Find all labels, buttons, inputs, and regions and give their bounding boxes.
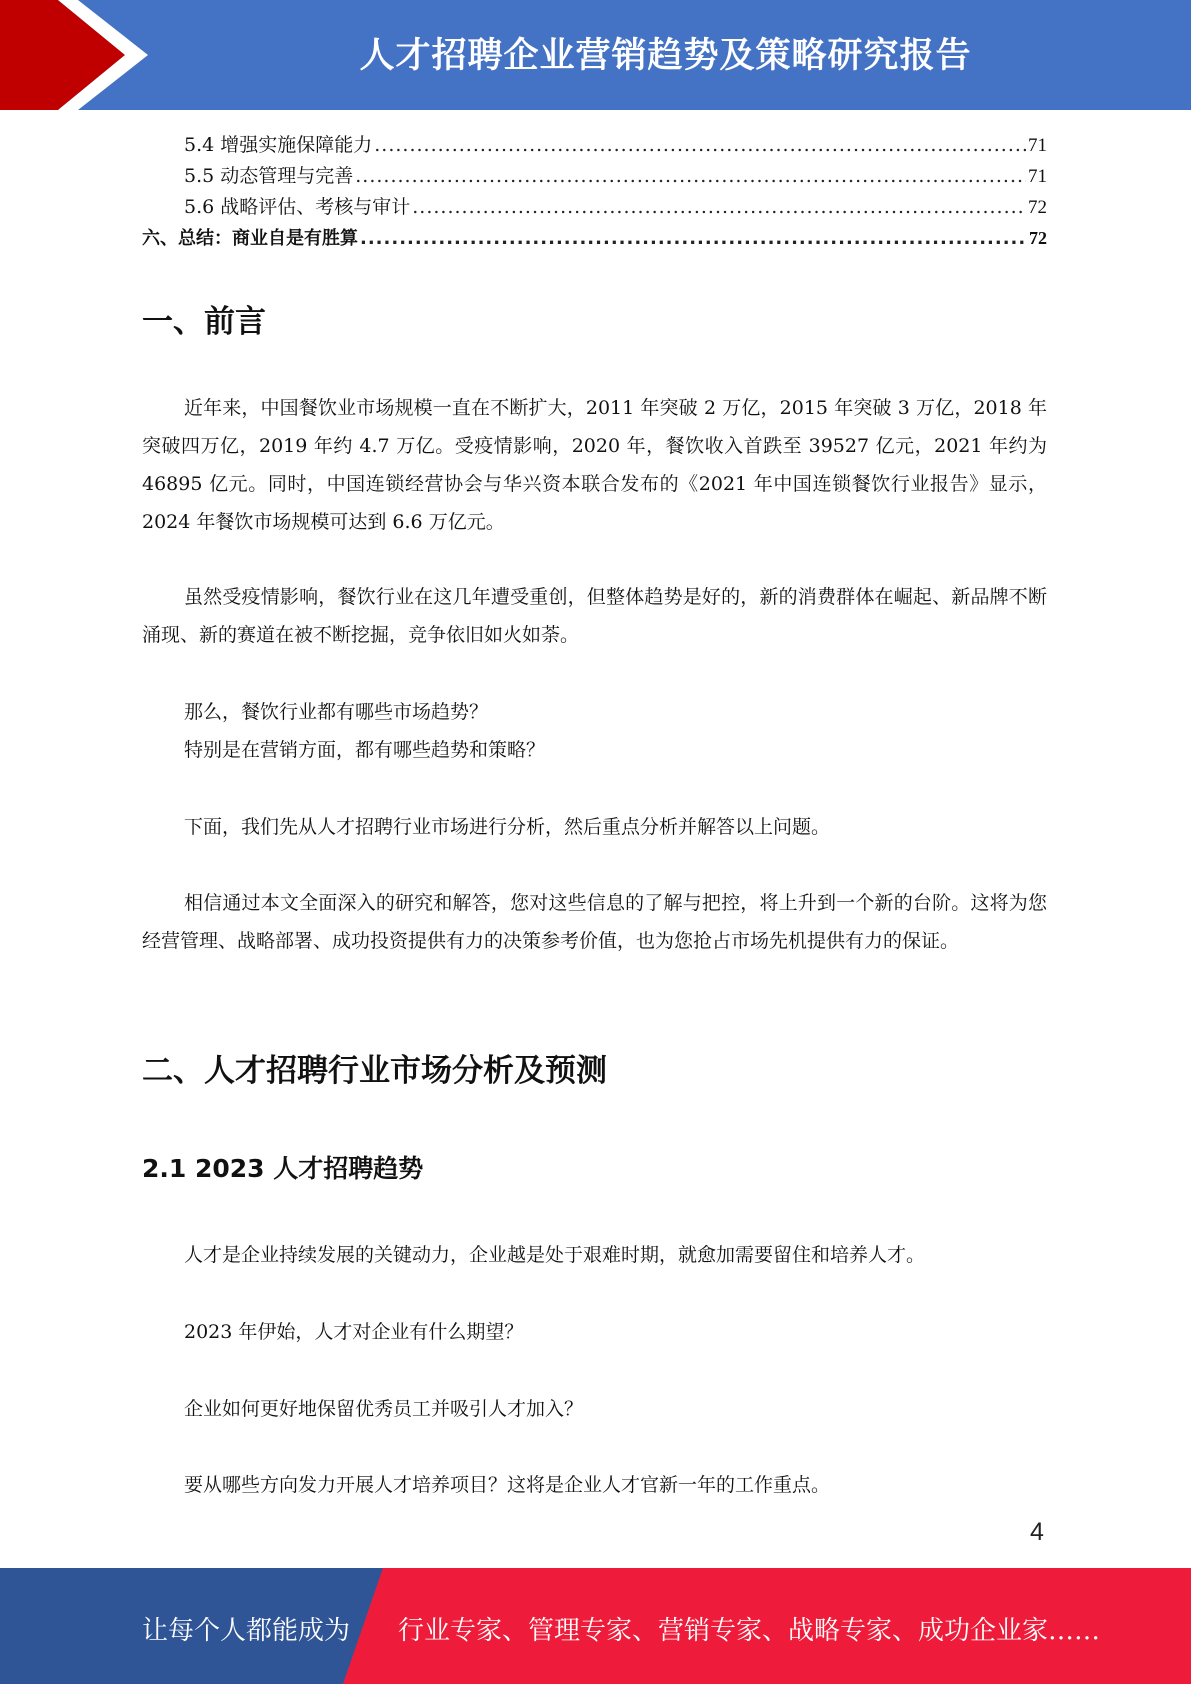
report-title: 人才招聘企业营销趋势及策略研究报告 [359, 36, 972, 76]
paragraph: 特别是在营销方面，都有哪些趋势和策略？ [184, 739, 546, 761]
footer-banner [0, 1568, 1191, 1684]
paragraph: 要从哪些方向发力开展人才培养项目？这将是企业人才官新一年的工作重点。 [184, 1474, 831, 1496]
paragraph: 虽然受疫情影响，餐饮行业在这几年遭受重创，但整体趋势是好的，新的消费群体在崛起、新品牌不断涌现、新的赛道在被不断挖掘，竞争依旧如火如荼。 [142, 586, 1047, 646]
toc-entry-label: 六、总结：商业自是有胜算 [142, 228, 358, 249]
header-banner [0, 0, 1191, 110]
toc-leader-dots [412, 196, 1026, 218]
paragraph: 2023 年伊始，人才对企业有什么期望？ [184, 1321, 524, 1343]
section-heading: 二、人才招聘行业市场分析及预测 [142, 1053, 607, 1089]
paragraph: 那么，餐饮行业都有哪些市场趋势？ [184, 701, 489, 723]
toc-entry-label: 5.6 战略评估、考核与审计 [184, 196, 411, 218]
toc-entry[interactable] [142, 161, 1047, 187]
toc-entry-page: 72 [1029, 228, 1047, 248]
subsection-heading: 2.1 2023 人才招聘趋势 [142, 1154, 424, 1183]
paragraph: 相信通过本文全面深入的研究和解答，您对这些信息的了解与把控，将上升到一个新的台阶。这将为您经营管理、战略部署、成功投资提供有力的决策参考价值，也为您抢占市场先机提供有力的保证。 [142, 892, 1047, 952]
page-number: 4 [1030, 1518, 1044, 1546]
paragraph: 人才是企业持续发展的关键动力，企业越是处于艰难时期，就愈加需要留住和培养人才。 [184, 1244, 926, 1266]
paragraph: 下面，我们先从人才招聘行业市场进行分析，然后重点分析并解答以上问题。 [184, 816, 831, 838]
toc-entry-page: 71 [1028, 135, 1047, 156]
toc-entry-label: 5.5 动态管理与完善 [184, 165, 354, 187]
toc-entry-page: 72 [1028, 197, 1047, 218]
toc-entry[interactable] [142, 192, 1047, 218]
toc-entry-label: 5.4 增强实施保障能力 [184, 134, 373, 156]
toc-leader-dots [374, 134, 1026, 156]
header-arrow-decoration [0, 0, 160, 110]
toc-leader-dots [360, 228, 1027, 249]
paragraph: 近年来，中国餐饮业市场规模一直在不断扩大，2011 年突破 2 万亿，2015 年突破 3 万亿，2018 年突破四万亿，2019 年约 4.7 万亿。受疫情影响，2020 年，餐饮收入首跌至 39527 亿元，2021 年约为 46895 亿元。同时，中国连锁经营协会与华兴资本联合发布的《2021 年中国连锁餐饮行业报告》显示，2024 年餐饮市场规模可达到 6.6 万亿元。 [142, 397, 1047, 533]
section-heading: 一、前言 [142, 304, 266, 340]
footer-slogan-right: 行业专家、管理专家、营销专家、战略专家、成功企业家…… [398, 1616, 1101, 1646]
toc-entry[interactable] [142, 130, 1047, 156]
toc-entry[interactable] [142, 224, 1047, 250]
toc-leader-dots [355, 165, 1026, 187]
toc-entry-page: 71 [1028, 166, 1047, 187]
footer-slogan-left: 让每个人都能成为 [142, 1616, 351, 1646]
paragraph: 企业如何更好地保留优秀员工并吸引人才加入？ [184, 1398, 584, 1420]
